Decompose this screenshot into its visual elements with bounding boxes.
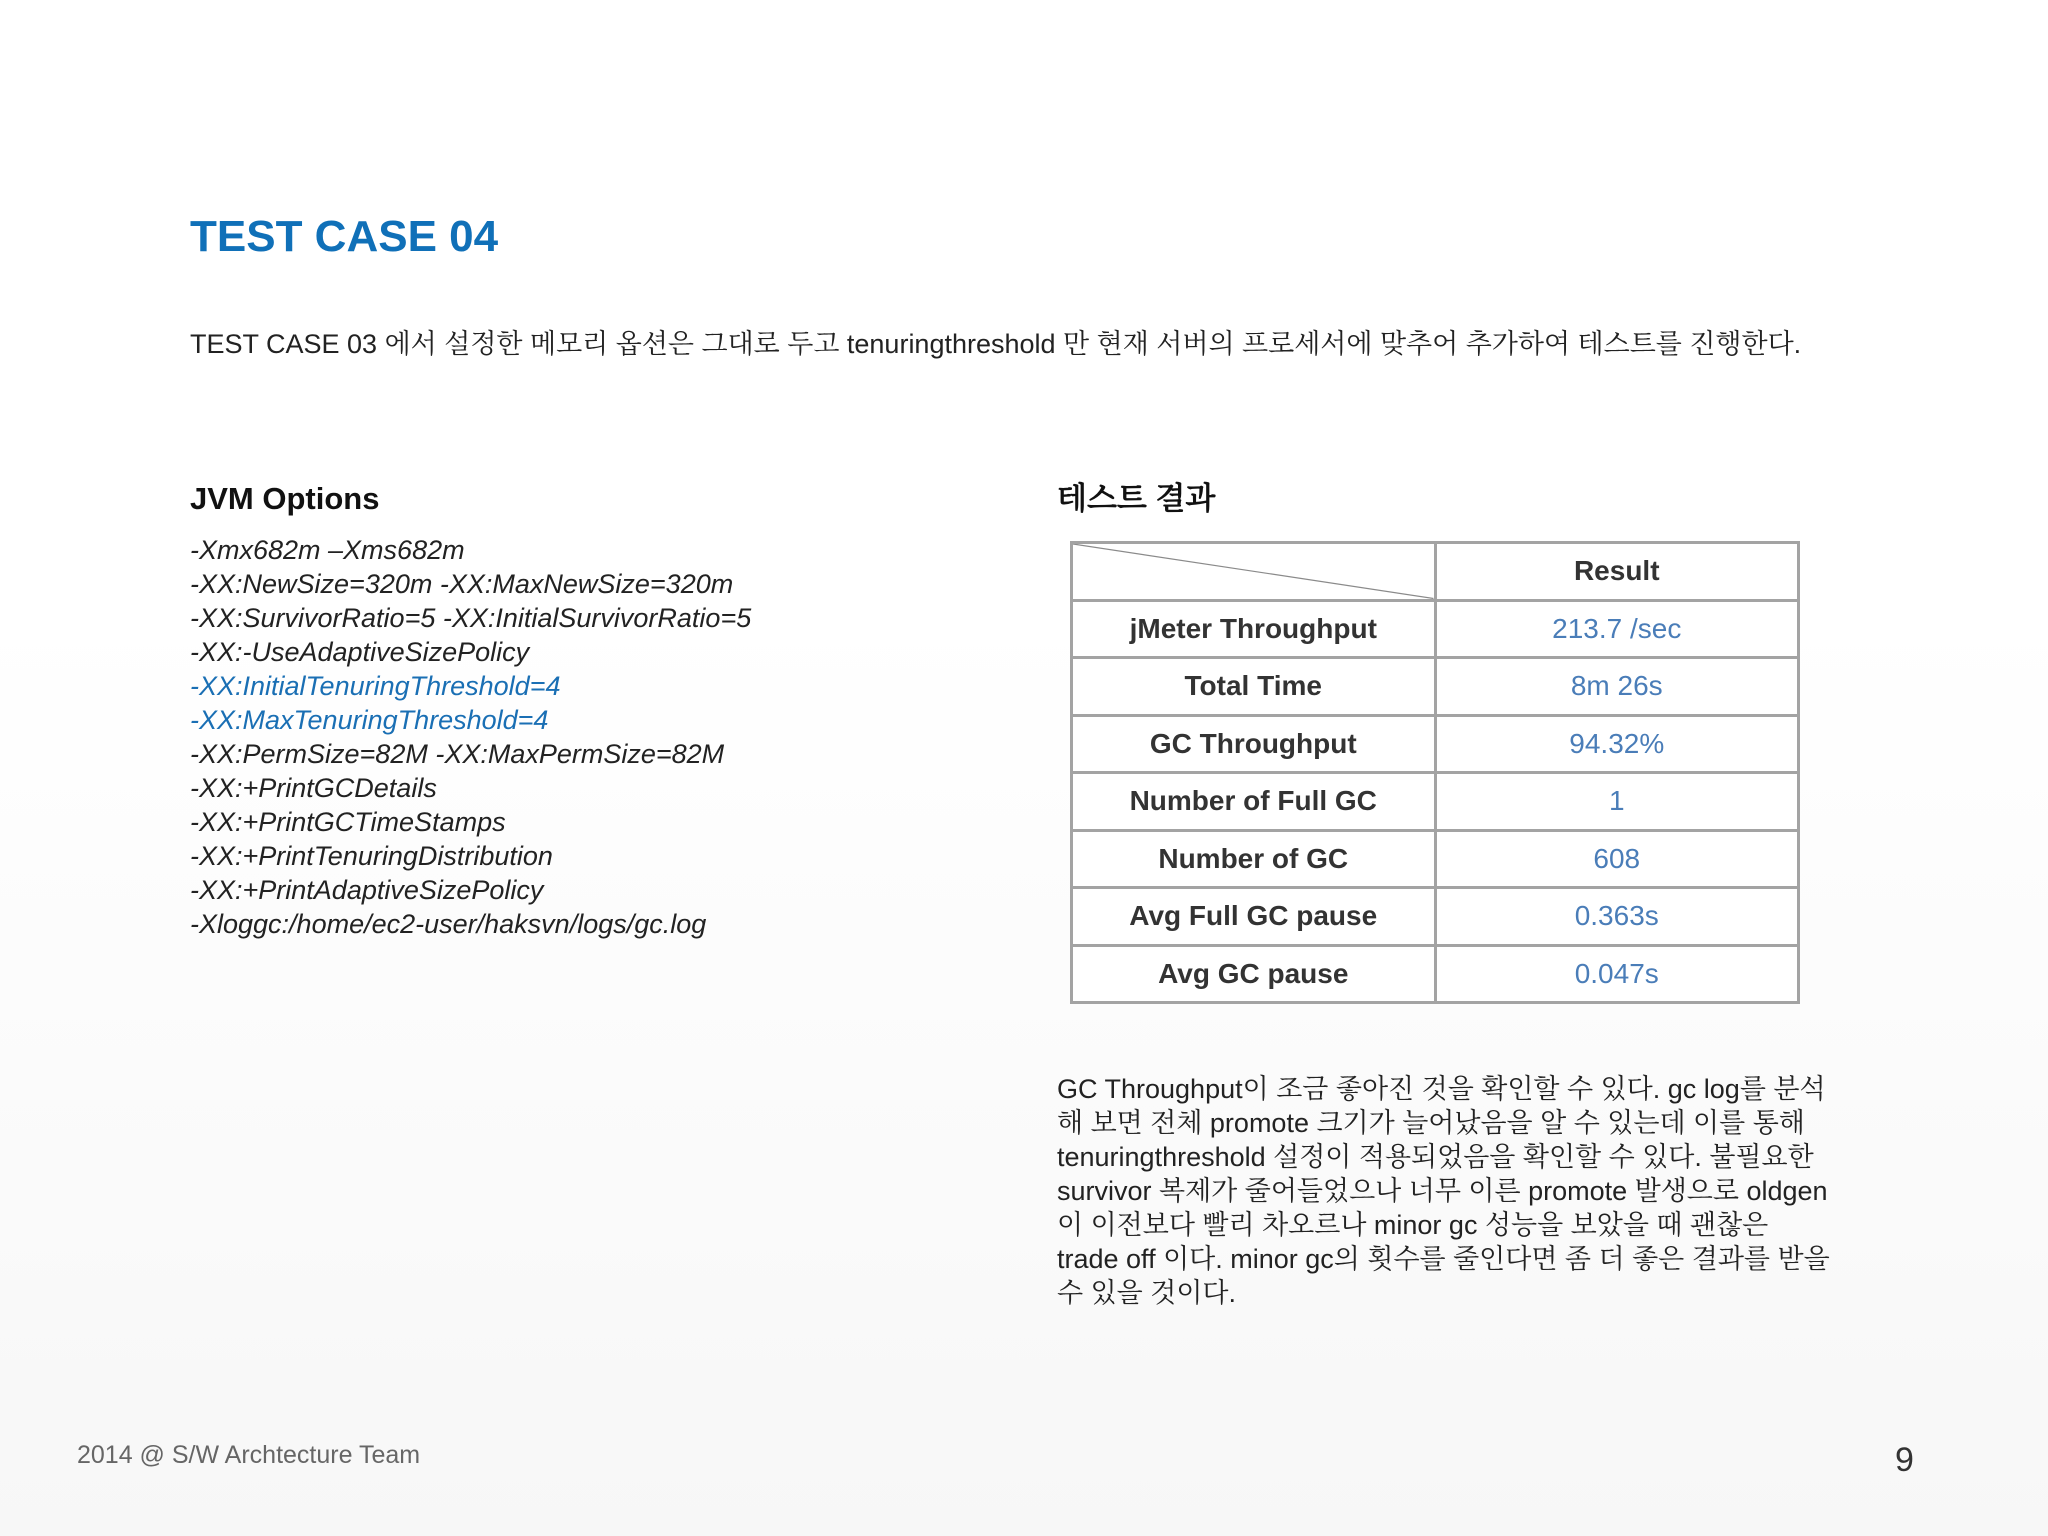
jvm-option: -XX:NewSize=320m -XX:MaxNewSize=320m <box>190 569 734 599</box>
metric-label: Avg GC pause <box>1072 945 1436 1003</box>
test-result-heading: 테스트 결과 <box>1057 481 1216 516</box>
metric-label: jMeter Throughput <box>1072 600 1436 658</box>
page-number: 9 <box>1895 1441 1914 1479</box>
metric-label: Number of GC <box>1072 830 1436 888</box>
metric-value: 0.047s <box>1435 945 1799 1003</box>
metric-label: GC Throughput <box>1072 715 1436 773</box>
metric-label: Total Time <box>1072 658 1436 716</box>
table-row <box>1072 888 1799 946</box>
intro-paragraph: TEST CASE 03 에서 설정한 메모리 옵션은 그대로 두고 tenuringthreshold 만 현재 서버의 프로세서에 맞추어 추가하여 테스트를 진행한다. <box>190 329 1802 359</box>
table-row <box>1072 773 1799 831</box>
metric-value: 0.363s <box>1435 888 1799 946</box>
metric-value: 94.32% <box>1435 715 1799 773</box>
footer-credit: 2014 @ S/W Archtecture Team <box>77 1441 421 1469</box>
slide-title: TEST CASE 04 <box>190 212 499 261</box>
table-row <box>1072 658 1799 716</box>
result-note-paragraph: GC Throughput이 조금 좋아진 것을 확인할 수 있다. gc log를 분석해 보면 전체 promote 크기가 늘어났음을 알 수 있는데 이를 통해 tenuringthreshold 설정이 적용되었음을 확인할 수 있다. 불필요한 survivor 복제가 줄어들었으나 너무 이른 promote 발생으로 oldgen 이 이전보다 빨리 차오르나 minor gc 성능을 보았을 때 괜찮은 trade off 이다. minor gc의 횟수를 줄인다면 좀 더 좋은 결과를 받을 수 있을 것이다. <box>1057 1074 1830 1308</box>
jvm-option: -XX:+PrintTenuringDistribution <box>190 841 553 871</box>
metric-label: Number of Full GC <box>1072 773 1436 831</box>
jvm-option: -XX:-UseAdaptiveSizePolicy <box>190 637 530 667</box>
table-header-row <box>1072 543 1799 601</box>
table-header-result: Result <box>1435 543 1799 601</box>
metric-value: 608 <box>1435 830 1799 888</box>
diagonal-line <box>1073 544 1434 599</box>
jvm-option-highlighted: -XX:InitialTenuringThreshold=4 <box>190 671 561 701</box>
jvm-option: -XX:+PrintGCTimeStamps <box>190 807 506 837</box>
table-row <box>1072 830 1799 888</box>
metric-value: 213.7 /sec <box>1435 600 1799 658</box>
jvm-option: -XX:PermSize=82M -XX:MaxPermSize=82M <box>190 739 725 769</box>
table-row <box>1072 715 1799 773</box>
metric-value: 8m 26s <box>1435 658 1799 716</box>
jvm-option: -XX:+PrintGCDetails <box>190 773 437 803</box>
jvm-option: -XX:+PrintAdaptiveSizePolicy <box>190 875 544 905</box>
jvm-option: -XX:SurvivorRatio=5 -XX:InitialSurvivorRatio=5 <box>190 603 752 633</box>
jvm-option: -Xmx682m –Xms682m <box>190 535 465 565</box>
jvm-option: -Xloggc:/home/ec2-user/haksvn/logs/gc.log <box>190 909 707 939</box>
table-row <box>1072 945 1799 1003</box>
table-row <box>1072 600 1799 658</box>
jvm-option-highlighted: -XX:MaxTenuringThreshold=4 <box>190 705 549 735</box>
metric-label: Avg Full GC pause <box>1072 888 1436 946</box>
result-table <box>1070 541 1800 1004</box>
metric-value: 1 <box>1435 773 1799 831</box>
table-corner-cell <box>1072 543 1436 601</box>
jvm-options-heading: JVM Options <box>190 481 380 516</box>
jvm-options-list <box>190 533 751 941</box>
